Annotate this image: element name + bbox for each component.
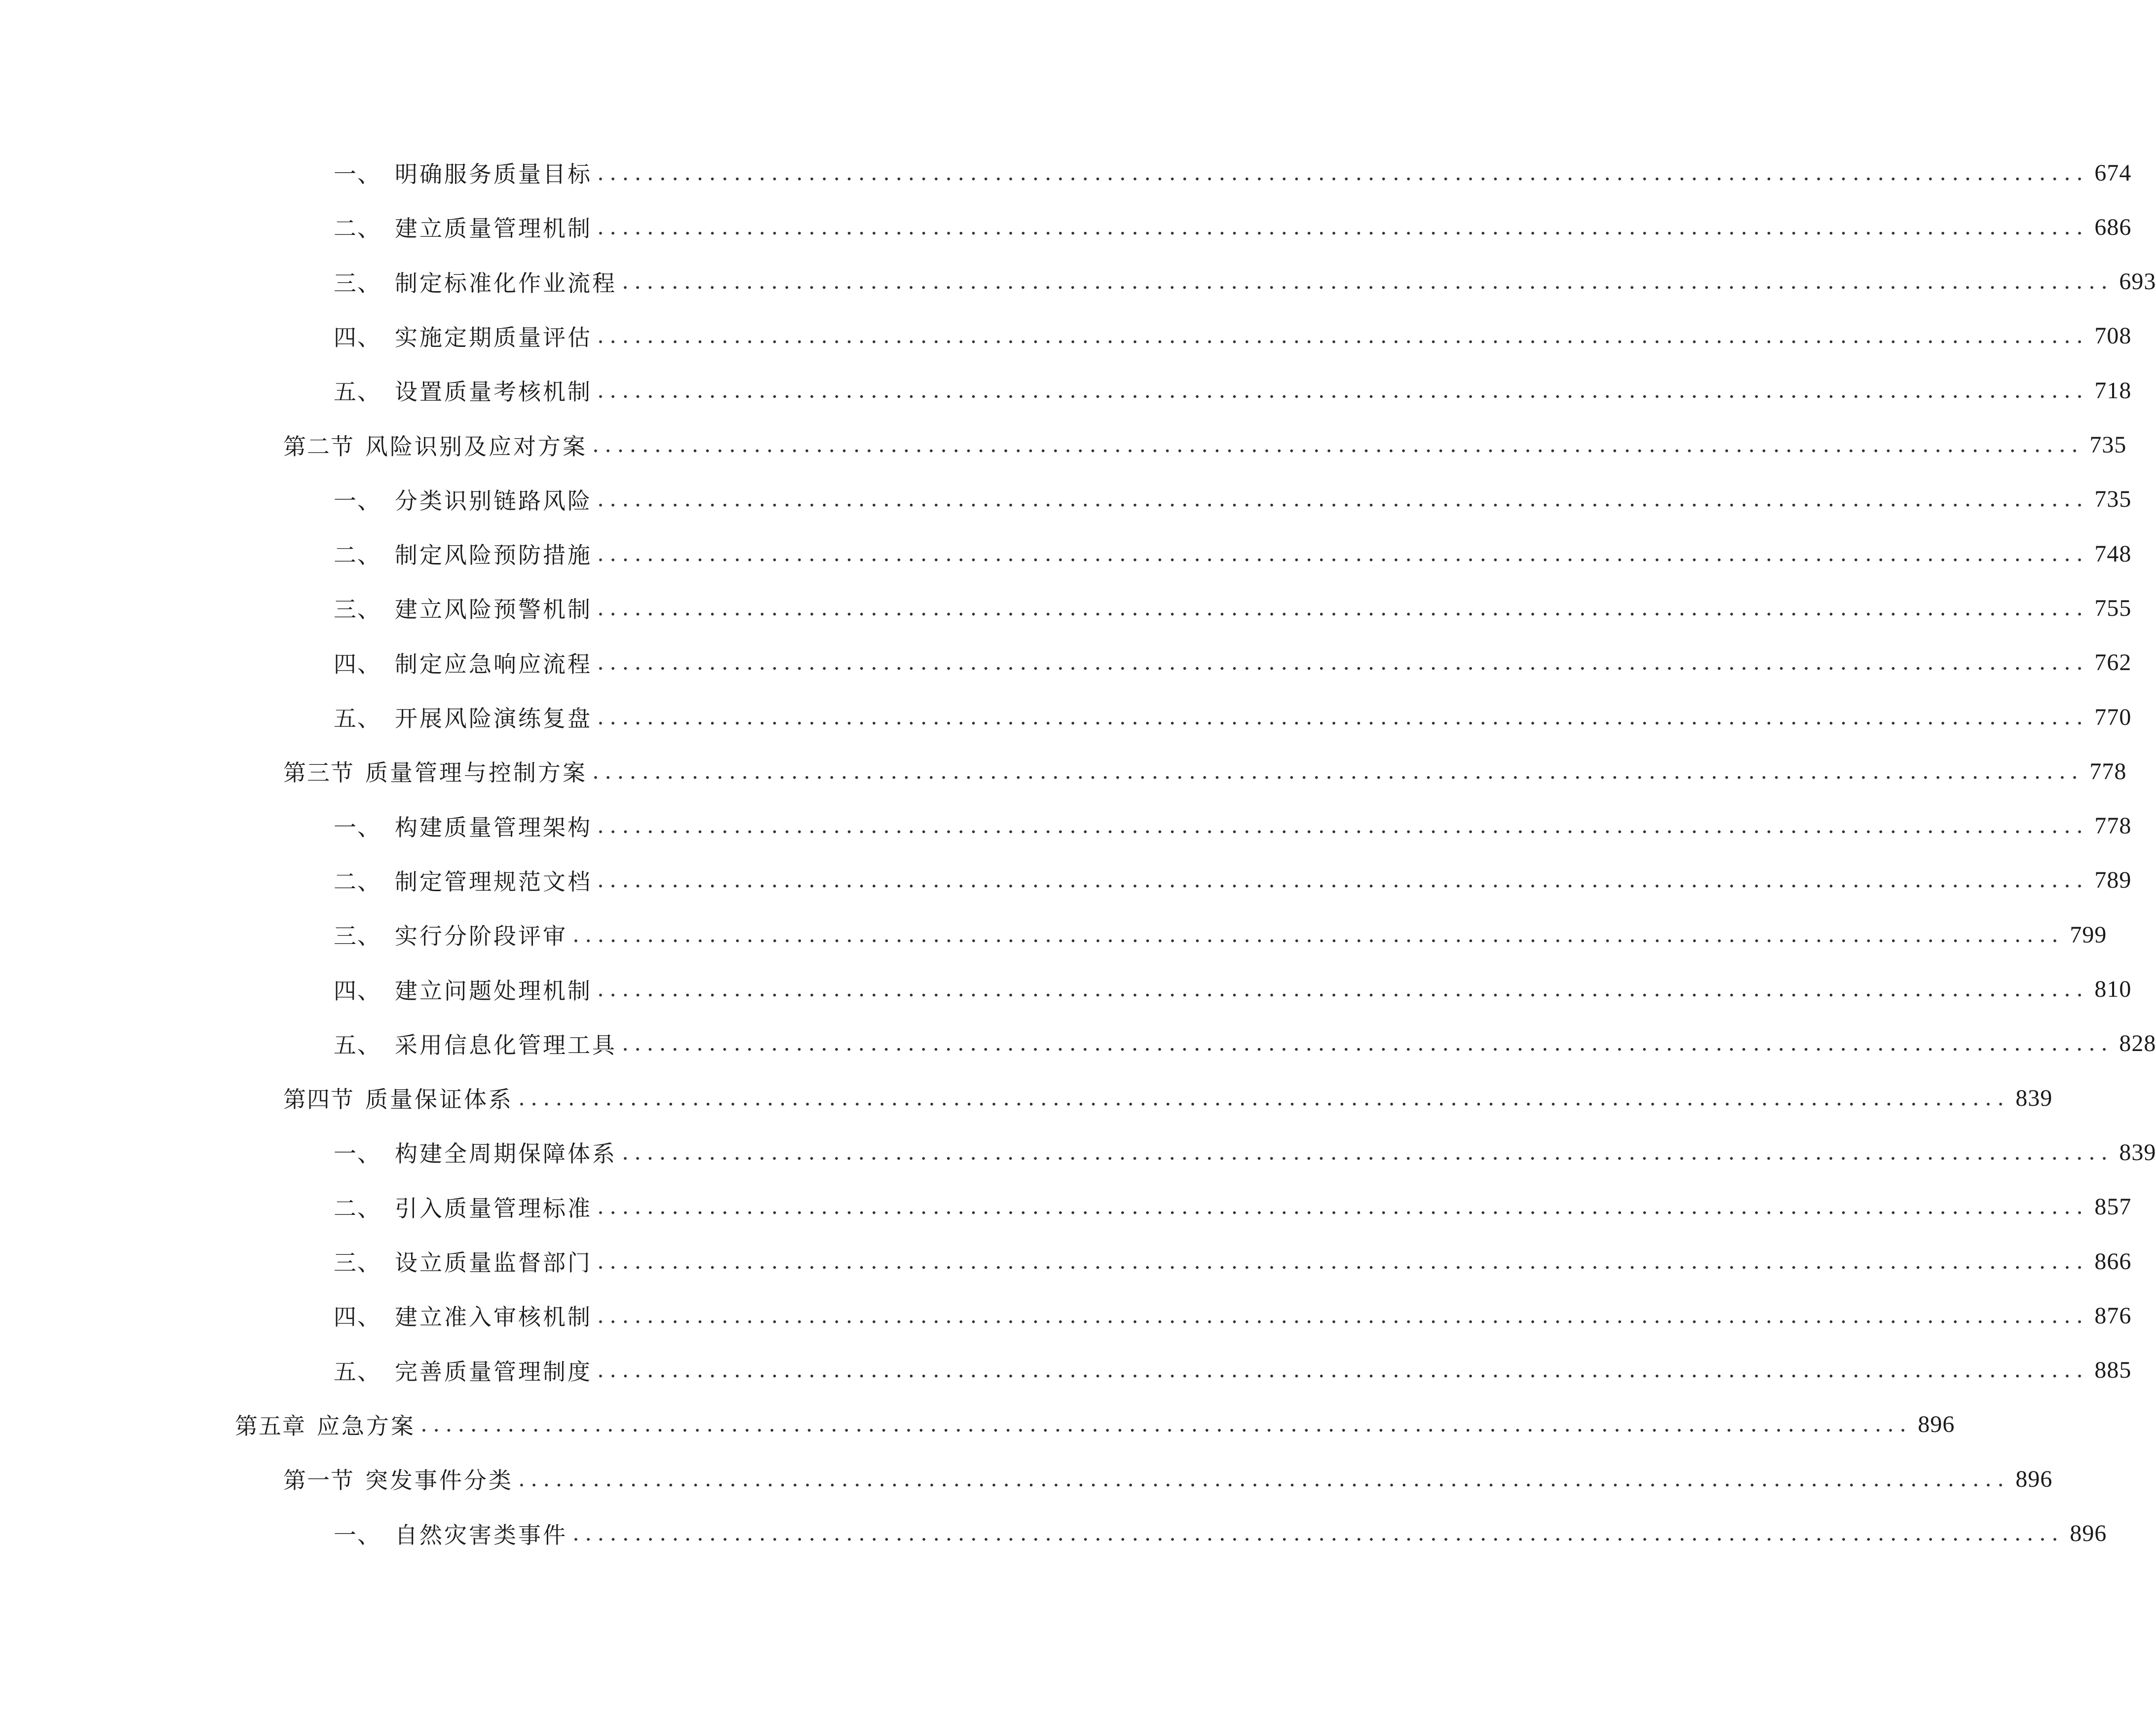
toc-entry-label [283, 1463, 513, 1495]
toc-entry-number: 第一节 [283, 1467, 354, 1494]
toc-entry-page-number: 770 [2094, 704, 2132, 730]
toc-entry-label [334, 374, 592, 407]
toc-entry-title: 明确服务质量目标 [395, 161, 592, 188]
toc-dot-leader: ........................................................................................................................ [597, 323, 2089, 349]
toc-dot-leader: ........................................................................................................................ [622, 1031, 2114, 1056]
toc-entry[interactable] [334, 480, 2132, 519]
toc-entry-title: 实施定期质量评估 [395, 324, 592, 351]
toc-entry-number: 五、 [334, 378, 381, 406]
toc-entry[interactable] [334, 371, 2132, 410]
toc-entry-number: 五、 [334, 1358, 381, 1385]
toc-entry[interactable] [334, 1514, 2107, 1553]
toc-dot-leader: ........................................................................................................................ [597, 867, 2089, 893]
toc-entry[interactable] [334, 861, 2132, 900]
toc-entry-title: 应急方案 [317, 1412, 416, 1439]
toc-entry[interactable] [283, 1078, 2053, 1118]
toc-entry-page-number: 876 [2094, 1302, 2132, 1329]
toc-entry-page-number: 762 [2094, 649, 2132, 676]
toc-entry[interactable] [334, 534, 2132, 573]
toc-entry[interactable] [334, 1296, 2132, 1335]
toc-entry-label [334, 211, 592, 243]
toc-entry-title: 建立问题处理机制 [395, 977, 592, 1004]
toc-entry-title: 制定管理规范文档 [395, 868, 592, 895]
toc-entry[interactable] [334, 262, 2156, 301]
toc-entry-label [334, 1136, 617, 1168]
toc-entry-title: 实行分阶段评审 [395, 923, 567, 950]
toc-entry-number: 三、 [334, 596, 381, 623]
toc-entry-label [334, 973, 592, 1006]
toc-dot-leader: ........................................................................................................................ [597, 595, 2089, 621]
toc-entry-number: 一、 [334, 487, 381, 514]
toc-entry-title: 突发事件分类 [365, 1467, 513, 1494]
toc-entry-label [334, 537, 592, 570]
toc-entry-label [334, 1299, 592, 1332]
toc-entry-page-number: 885 [2094, 1357, 2132, 1384]
toc-entry-page-number: 778 [2094, 813, 2132, 839]
toc-entry-number: 一、 [334, 161, 381, 188]
toc-entry-number: 一、 [334, 1140, 381, 1167]
toc-entry-label [334, 1354, 592, 1387]
toc-entry-page-number: 857 [2094, 1194, 2132, 1220]
toc-entry-label [334, 646, 592, 679]
toc-entry-title: 自然灾害类事件 [395, 1521, 567, 1548]
toc-entry-title: 制定风险预防措施 [395, 542, 592, 569]
toc-dot-leader: ........................................................................................................................ [518, 1466, 2010, 1492]
toc-entry-label [334, 1191, 592, 1223]
toc-entry-page-number: 810 [2094, 976, 2132, 1002]
toc-entry[interactable] [334, 153, 2132, 192]
toc-entry-title: 分类识别链路风险 [395, 487, 592, 514]
toc-entry[interactable] [235, 1405, 1955, 1444]
toc-entry-number: 一、 [334, 814, 381, 841]
toc-dot-leader: ........................................................................................................................ [592, 432, 2084, 457]
toc-entry[interactable] [334, 1024, 2156, 1063]
toc-entry[interactable] [334, 970, 2132, 1009]
toc-entry[interactable] [334, 1187, 2132, 1227]
toc-dot-leader: ........................................................................................................................ [597, 487, 2089, 512]
toc-entry-page-number: 718 [2094, 377, 2132, 404]
toc-entry[interactable] [283, 752, 2127, 791]
toc-dot-leader: ........................................................................................................................ [572, 1521, 2064, 1546]
toc-dot-leader: ........................................................................................................................ [572, 922, 2064, 947]
toc-dot-leader: ........................................................................................................................ [518, 1085, 2010, 1111]
toc-entry-number: 四、 [334, 1304, 381, 1331]
toc-entry-title: 建立准入审核机制 [395, 1304, 592, 1331]
toc-entry-page-number: 735 [2094, 486, 2132, 513]
toc-entry-title: 采用信息化管理工具 [395, 1031, 617, 1058]
toc-entry-page-number: 686 [2094, 214, 2132, 240]
toc-dot-leader: ........................................................................................................................ [622, 1139, 2114, 1165]
toc-entry-title: 风险识别及应对方案 [365, 433, 587, 460]
toc-entry-page-number: 708 [2094, 323, 2132, 349]
toc-entry-number: 二、 [334, 1195, 381, 1222]
toc-entry-number: 二、 [334, 215, 381, 242]
toc-entry-page-number: 896 [1918, 1411, 1955, 1438]
toc-entry[interactable] [334, 316, 2132, 356]
toc-entry-number: 四、 [334, 650, 381, 677]
toc-entry-title: 设立质量监督部门 [395, 1249, 592, 1276]
toc-entry-page-number: 735 [2089, 432, 2127, 458]
toc-dot-leader: ........................................................................................................................ [597, 214, 2089, 240]
toc-entry-page-number: 778 [2089, 758, 2127, 785]
toc-entry-label [334, 1245, 592, 1278]
toc-entry-number: 四、 [334, 324, 381, 351]
toc-dot-leader: ........................................................................................................................ [597, 650, 2089, 676]
toc-entry-label [334, 592, 592, 624]
toc-entry-label [334, 156, 592, 189]
toc-entry[interactable] [334, 915, 2107, 954]
toc-entry[interactable] [334, 207, 2132, 247]
toc-entry-label [334, 483, 592, 516]
toc-entry-title: 建立风险预警机制 [395, 596, 592, 623]
toc-entry-number: 三、 [334, 269, 381, 297]
toc-entry-page-number: 693 [2119, 268, 2156, 295]
toc-entry-label [334, 320, 592, 352]
toc-entry-label [334, 265, 617, 298]
toc-dot-leader: ........................................................................................................................ [420, 1412, 1912, 1437]
toc-dot-leader: ........................................................................................................................ [597, 160, 2089, 186]
toc-entry-page-number: 896 [2070, 1520, 2107, 1546]
toc-entry-title: 质量保证体系 [365, 1086, 513, 1113]
toc-entry-label [283, 755, 587, 788]
toc-entry-title: 完善质量管理制度 [395, 1358, 592, 1385]
toc-entry-page-number: 755 [2094, 595, 2132, 621]
toc-entry[interactable] [283, 425, 2127, 465]
toc-entry-label [283, 1082, 513, 1114]
toc-entry-page-number: 866 [2094, 1248, 2132, 1275]
toc-entry[interactable] [334, 1242, 2132, 1281]
toc-entry-title: 开展风险演练复盘 [395, 705, 592, 732]
toc-entry-number: 第五章 [235, 1412, 306, 1439]
toc-dot-leader: ........................................................................................................................ [597, 1248, 2089, 1274]
toc-entry-title: 建立质量管理机制 [395, 215, 592, 242]
toc-entry-title: 设置质量考核机制 [395, 378, 592, 406]
toc-dot-leader: ........................................................................................................................ [597, 704, 2089, 730]
toc-entry-title: 质量管理与控制方案 [365, 759, 587, 787]
toc-entry-number: 五、 [334, 1031, 381, 1058]
toc-dot-leader: ........................................................................................................................ [597, 1194, 2089, 1220]
toc-dot-leader: ........................................................................................................................ [597, 813, 2089, 839]
toc-entry-page-number: 799 [2070, 921, 2107, 948]
toc-dot-leader: ........................................................................................................................ [597, 541, 2089, 566]
toc-dot-leader: ........................................................................................................................ [592, 758, 2084, 784]
toc-entry-number: 第四节 [283, 1086, 354, 1113]
toc-entry-label [334, 701, 592, 733]
toc-entry[interactable] [283, 1459, 2053, 1499]
toc-entry-number: 四、 [334, 977, 381, 1004]
toc-entry-label [334, 1027, 617, 1060]
toc-entry[interactable] [334, 1132, 2156, 1172]
toc-entry-title: 制定标准化作业流程 [395, 269, 617, 297]
toc-entry-page-number: 748 [2094, 540, 2132, 567]
toc-entry-number: 二、 [334, 542, 381, 569]
toc-entry-title: 引入质量管理标准 [395, 1195, 592, 1222]
toc-entry[interactable] [334, 643, 2132, 682]
toc-entry-label [334, 864, 592, 897]
toc-entry-label [283, 429, 587, 461]
toc-entry-page-number: 839 [2119, 1139, 2156, 1166]
toc-entry-page-number: 828 [2119, 1030, 2156, 1057]
toc-entry-page-number: 896 [2015, 1466, 2053, 1492]
toc-entry-label [334, 918, 567, 951]
toc-entry-label [235, 1408, 416, 1441]
toc-entry[interactable] [334, 1351, 2132, 1390]
toc-entry-title: 构建质量管理架构 [395, 814, 592, 841]
toc-entry-label [334, 1517, 567, 1550]
toc-entry-number: 三、 [334, 1249, 381, 1276]
toc-entry-number: 五、 [334, 705, 381, 732]
toc-entry-page-number: 674 [2094, 159, 2132, 186]
toc-dot-leader: ........................................................................................................................ [622, 269, 2114, 295]
toc-entry-title: 构建全周期保障体系 [395, 1140, 617, 1167]
toc-dot-leader: ........................................................................................................................ [597, 377, 2089, 403]
toc-entry-number: 第三节 [283, 759, 354, 787]
toc-dot-leader: ........................................................................................................................ [597, 977, 2089, 1002]
toc-entry[interactable] [334, 806, 2132, 846]
toc-entry-page-number: 789 [2094, 867, 2132, 894]
toc-entry-page-number: 839 [2015, 1085, 2053, 1111]
toc-entry-number: 二、 [334, 868, 381, 895]
toc-entry[interactable] [334, 588, 2132, 628]
toc-entry-number: 三、 [334, 923, 381, 950]
toc-entry-number: 第二节 [283, 433, 354, 460]
toc-entry[interactable] [334, 697, 2132, 737]
toc-entry-number: 一、 [334, 1521, 381, 1548]
toc-dot-leader: ........................................................................................................................ [597, 1303, 2089, 1328]
toc-dot-leader: ........................................................................................................................ [597, 1357, 2089, 1383]
toc-entry-title: 制定应急响应流程 [395, 650, 592, 677]
toc-entry-label [334, 810, 592, 842]
